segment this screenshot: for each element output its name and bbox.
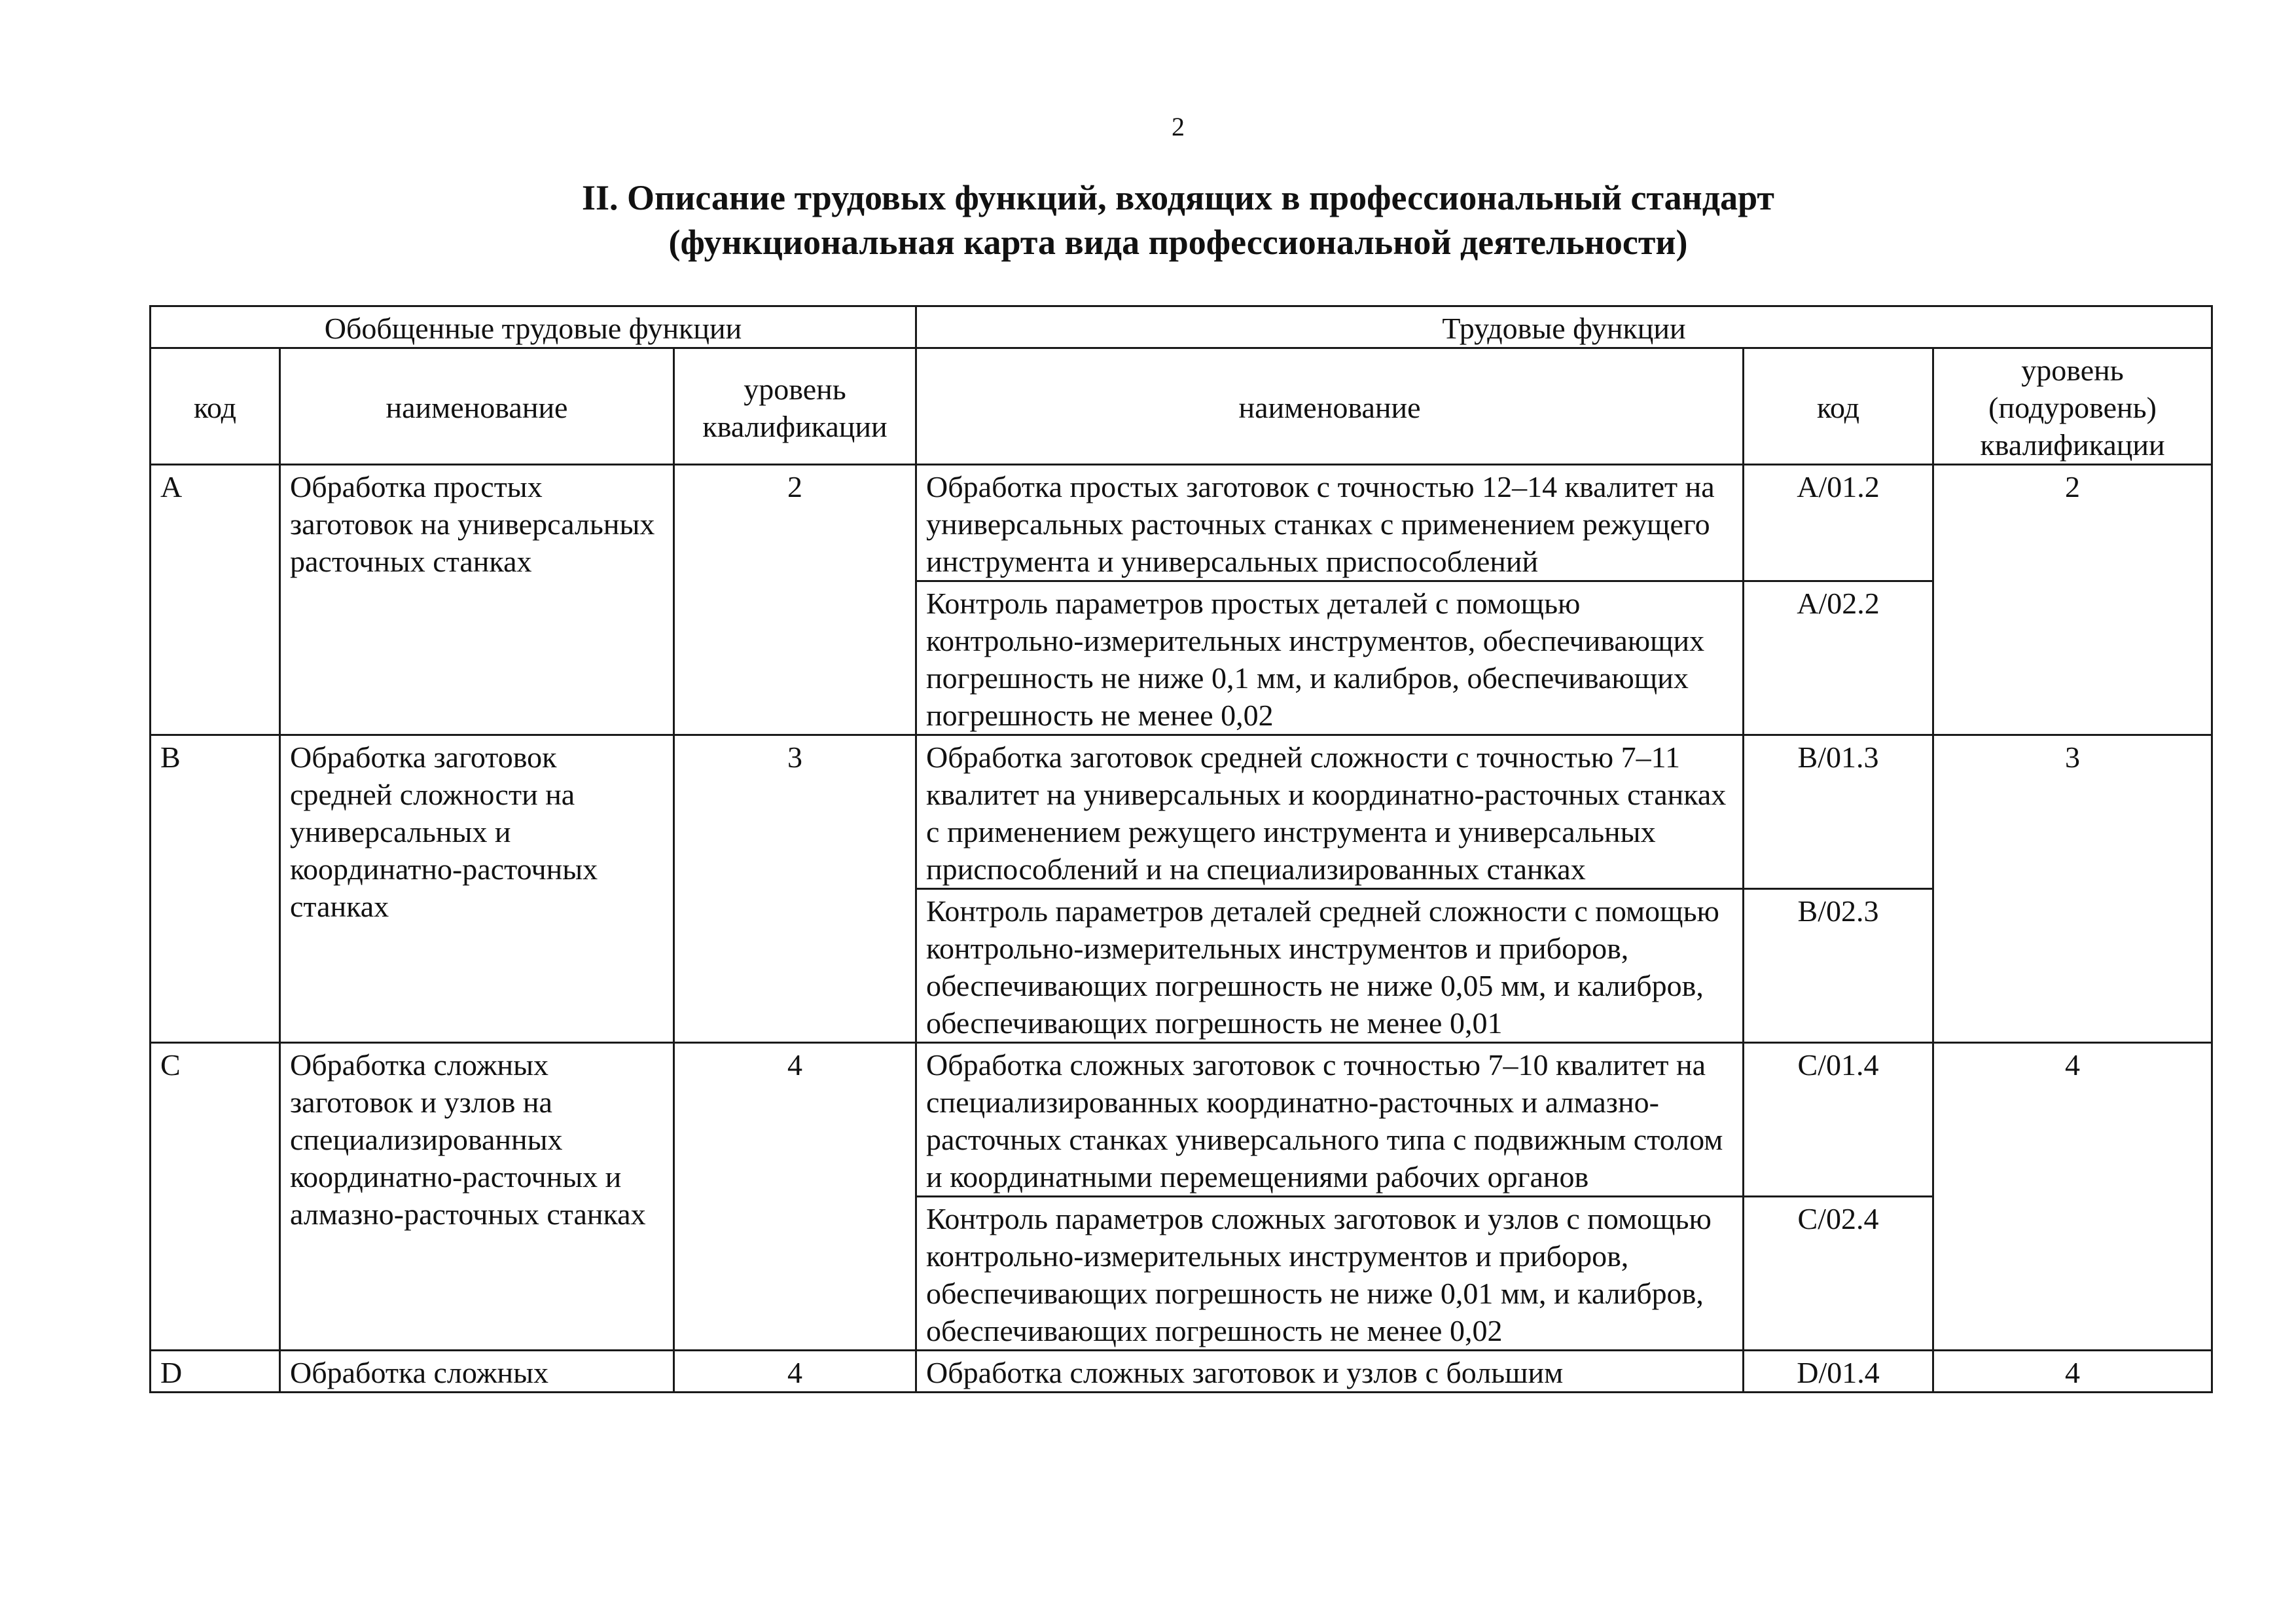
func-code-header: код [1744,348,1933,465]
func-code-cell: C/02.4 [1744,1197,1933,1351]
generalized-functions-header: Обобщенные трудовые функции [151,306,916,348]
functional-map-table [149,305,2213,1393]
func-name-cell: Обработка заготовок средней сложности с точностью 7–11 квалитет на универсальных и координатно-расточных станках с применением режущего инструмента и универсальных приспособлений и на специализированных станках [916,735,1744,889]
gen-code-cell: B [151,735,280,1043]
gen-name-header: наименование [280,348,674,465]
func-name-header: наименование [916,348,1744,465]
func-code-cell: A/02.2 [1744,581,1933,735]
func-code-cell: D/01.4 [1744,1351,1933,1393]
func-level-cell: 3 [1933,735,2212,1043]
table-row [151,735,2212,889]
func-code-cell: B/01.3 [1744,735,1933,889]
gen-level-cell: 4 [674,1351,916,1393]
func-code-cell: B/02.3 [1744,889,1933,1043]
table-row [151,465,2212,581]
section-title-line-2: (функциональная карта вида профессиональной деятельности) [668,223,1688,262]
gen-code-header: код [151,348,280,465]
func-name-cell: Контроль параметров простых деталей с помощью контрольно-измерительных инструментов, обеспечивающих погрешность не ниже 0,1 мм, и калибров, обеспечивающих погрешность не менее 0,02 [916,581,1744,735]
gen-name-cell: Обработка сложных заготовок и узлов на специализированных координатно-расточных и алмазно-расточных станках [280,1043,674,1351]
func-name-cell: Контроль параметров деталей средней сложности с помощью контрольно-измерительных инструментов и приборов, обеспечивающих погрешность не ниже 0,05 мм, и калибров, обеспечивающих погрешность не менее 0,01 [916,889,1744,1043]
section-title-line-1: II. Описание трудовых функций, входящих в профессиональный стандарт [582,178,1774,217]
group-header-row [151,306,2212,348]
func-name-cell: Контроль параметров сложных заготовок и узлов с помощью контрольно-измерительных инструментов и приборов, обеспечивающих погрешность не ниже 0,01 мм, и калибров, обеспечивающих погрешность не менее 0,02 [916,1197,1744,1351]
gen-code-cell: A [151,465,280,735]
gen-level-cell: 3 [674,735,916,1043]
page-number: 2 [1172,112,1185,141]
gen-name-cell: Обработка сложных [280,1351,674,1393]
func-level-cell: 4 [1933,1351,2212,1393]
table-row [151,1351,2212,1393]
column-header-row [151,348,2212,465]
func-code-cell: A/01.2 [1744,465,1933,581]
func-name-cell: Обработка простых заготовок с точностью 12–14 квалитет на универсальных расточных станках с применением режущего инструмента и универсальных приспособлений [916,465,1744,581]
labor-functions-header: Трудовые функции [916,306,2212,348]
section-title [0,175,2296,264]
gen-level-cell: 4 [674,1043,916,1351]
func-level-header: уровень (подуровень) квалификации [1933,348,2212,465]
table-row [151,1043,2212,1197]
gen-code-cell: D [151,1351,280,1393]
gen-level-cell: 2 [674,465,916,735]
gen-level-header: уровень квалификации [674,348,916,465]
func-level-cell: 2 [1933,465,2212,735]
gen-name-cell: Обработка заготовок средней сложности на универсальных и координатно-расточных станках [280,735,674,1043]
gen-name-cell: Обработка простых заготовок на универсальных расточных станках [280,465,674,735]
func-level-cell: 4 [1933,1043,2212,1351]
func-name-cell: Обработка сложных заготовок с точностью 7–10 квалитет на специализированных координатно-расточных и алмазно-расточных станках универсального типа с подвижным столом и координатными перемещениями рабочих органов [916,1043,1744,1197]
func-name-cell: Обработка сложных заготовок и узлов с большим [916,1351,1744,1393]
gen-code-cell: C [151,1043,280,1351]
func-code-cell: C/01.4 [1744,1043,1933,1197]
